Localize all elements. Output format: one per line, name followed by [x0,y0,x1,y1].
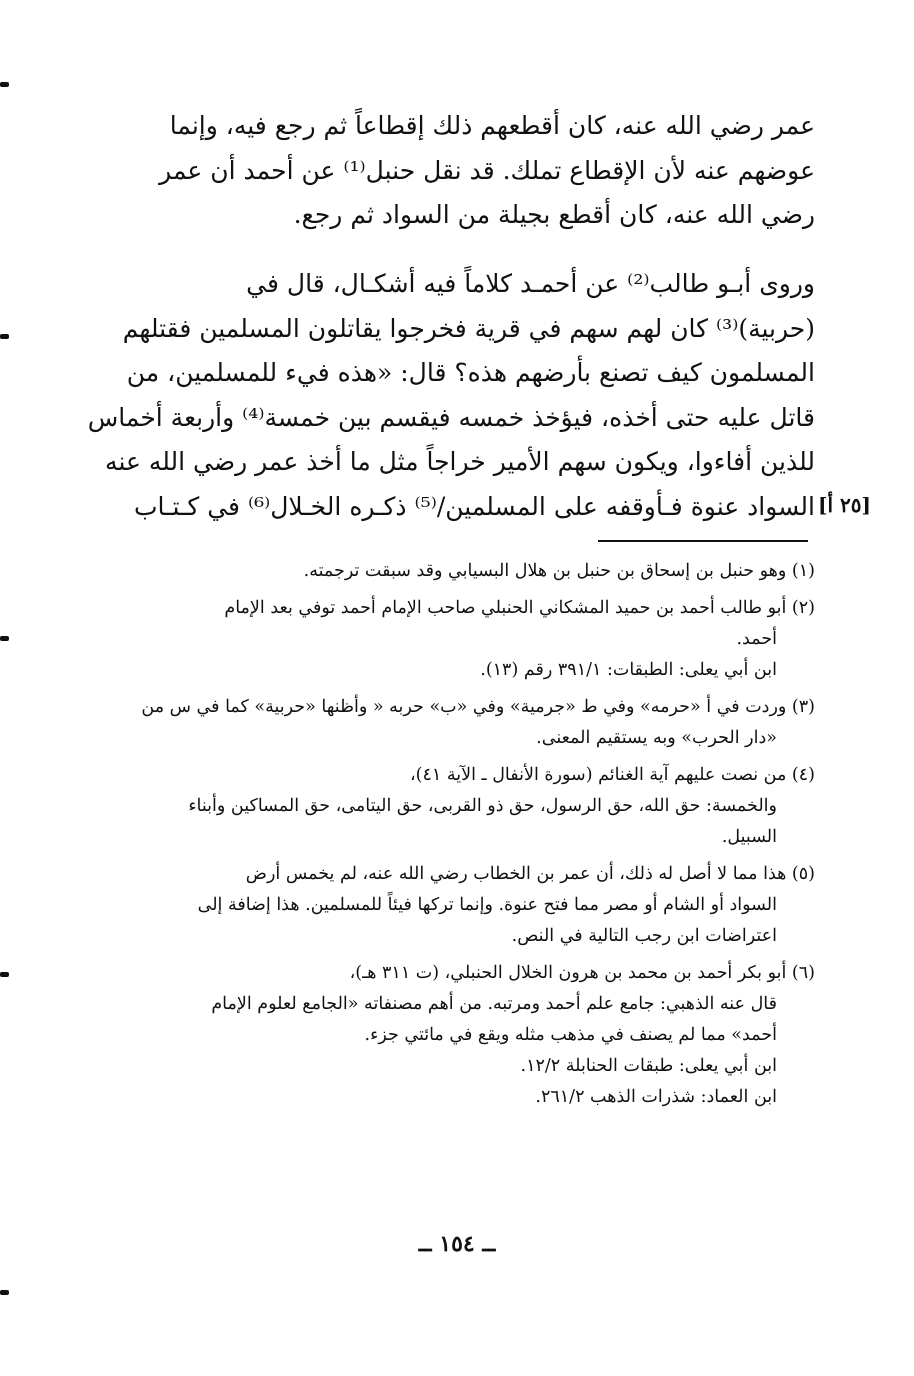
page-number: ــ ١٥٤ ــ [418,1231,496,1257]
text-line: المسلمون كيف تصنع بأرضهم هذه؟ قال: «هذه فيء للمسلمين، من [126,358,815,388]
footnote-3 [110,692,815,754]
text-line: عمر رضي الله عنه، كان أقطعهم ذلك إقطاعاً ثم رجع فيه، وإنما [169,111,815,140]
main-paragraph-2 [87,262,815,530]
footnote-separator [598,540,808,542]
text-line: للذين أفاءوا، ويكون سهم الأمير خراجاً مثل ما أخذ عمر رضي الله عنه [105,447,815,477]
scan-edge-mark [0,82,9,87]
footnote-line: ابن أبي يعلى: الطبقات: ٣٩١/١ رقم (١٣). [480,660,777,680]
footnote-line: أحمد» مما لم يصنف في مذهب مثله ويقع في مائتي جزء. [364,1025,777,1045]
footnote-line: ابن أبي يعلى: طبقات الحنابلة ١٢/٢. [520,1056,777,1076]
footnote-line: (٤) من نصت عليهم آية الغنائم (سورة الأنفال ـ الآية ٤١)، [409,765,815,785]
text-line: (حربية)⁽³⁾ كان لهم سهم في قرية فخرجوا يقاتلون المسلمين فقتلهم [122,313,815,343]
footnote-line: (٣) وردت في أ «حرمه» وفي ط «جرمية» وفي «ب» حربه « وأظنها «حربية» كما في س من [141,697,815,717]
footnote-line: (٢) أبو طالب أحمد بن حميد المشكاني الحنبلي صاحب الإمام أحمد توفي بعد الإمام [224,598,815,618]
footnote-5 [110,859,815,952]
footnote-line: والخمسة: حق الله، حق الرسول، حق ذو القربى، حق اليتامى، حق المساكين وأبناء [188,796,777,816]
scan-edge-mark [0,1290,9,1295]
footnote-line: (٥) هذا مما لا أصل له ذلك، أن عمر بن الخطاب رضي الله عنه، لم يخمس أرض [245,864,815,884]
footnote-line: «دار الحرب» وبه يستقيم المعنى. [536,728,777,748]
scan-edge-mark [0,972,9,977]
text-line: عوضهم عنه لأن الإقطاع تملك. قد نقل حنبل⁽¹⁾ عن أحمد أن عمر [159,155,815,185]
scan-edge-mark [0,334,9,339]
footnote-2 [110,593,815,686]
scan-edge-mark [0,636,9,641]
footnote-line: السبيل. [721,827,777,847]
footnotes [110,556,815,1119]
footnote-4 [110,760,815,853]
manuscript-folio-marker: [٢٥ أ] [818,493,871,517]
footnote-1 [110,556,815,587]
footnote-line: قال عنه الذهبي: جامع علم أحمد ومرتبه. من أهم مصنفاته «الجامع لعلوم الإمام [211,994,777,1014]
footnote-line: أحمد. [736,629,777,649]
footnote-line: (١) وهو حنبل بن إسحاق بن حنبل بن هلال البسيابي وقد سبقت ترجمته. [303,561,815,581]
main-paragraph-1 [110,104,815,238]
footnote-line: ابن العماد: شذرات الذهب ٢٦١/٢. [535,1087,777,1107]
footnote-line: السواد أو الشام أو مصر مما فتح عنوة. وإنما تركها فيئاً للمسلمين. هذا إضافة إلى [197,895,777,915]
footnote-line: (٦) أبو بكر أحمد بن محمد بن هرون الخلال الحنبلي، (ت ٣١١ هـ)، [349,963,815,983]
footnote-6 [110,958,815,1113]
text-line: رضي الله عنه، كان أقطع بجيلة من السواد ثم رجع. [293,200,815,230]
text-line: وروى أبـو طالب⁽²⁾ عن أحمـد كلاماً فيه أشكـال، قال في [246,269,815,298]
text-line: السواد عنوة فـأوقفه على المسلمين/⁽⁵⁾ ذكـره الخـلال⁽⁶⁾ في كـتـاب [134,491,815,521]
footnote-line: اعتراضات ابن رجب التالية في النص. [511,926,777,946]
text-line: قاتل عليه حتى أخذه، فيؤخذ خمسه فيقسم بين خمسة⁽⁴⁾ وأربعة أخماس [87,402,815,432]
